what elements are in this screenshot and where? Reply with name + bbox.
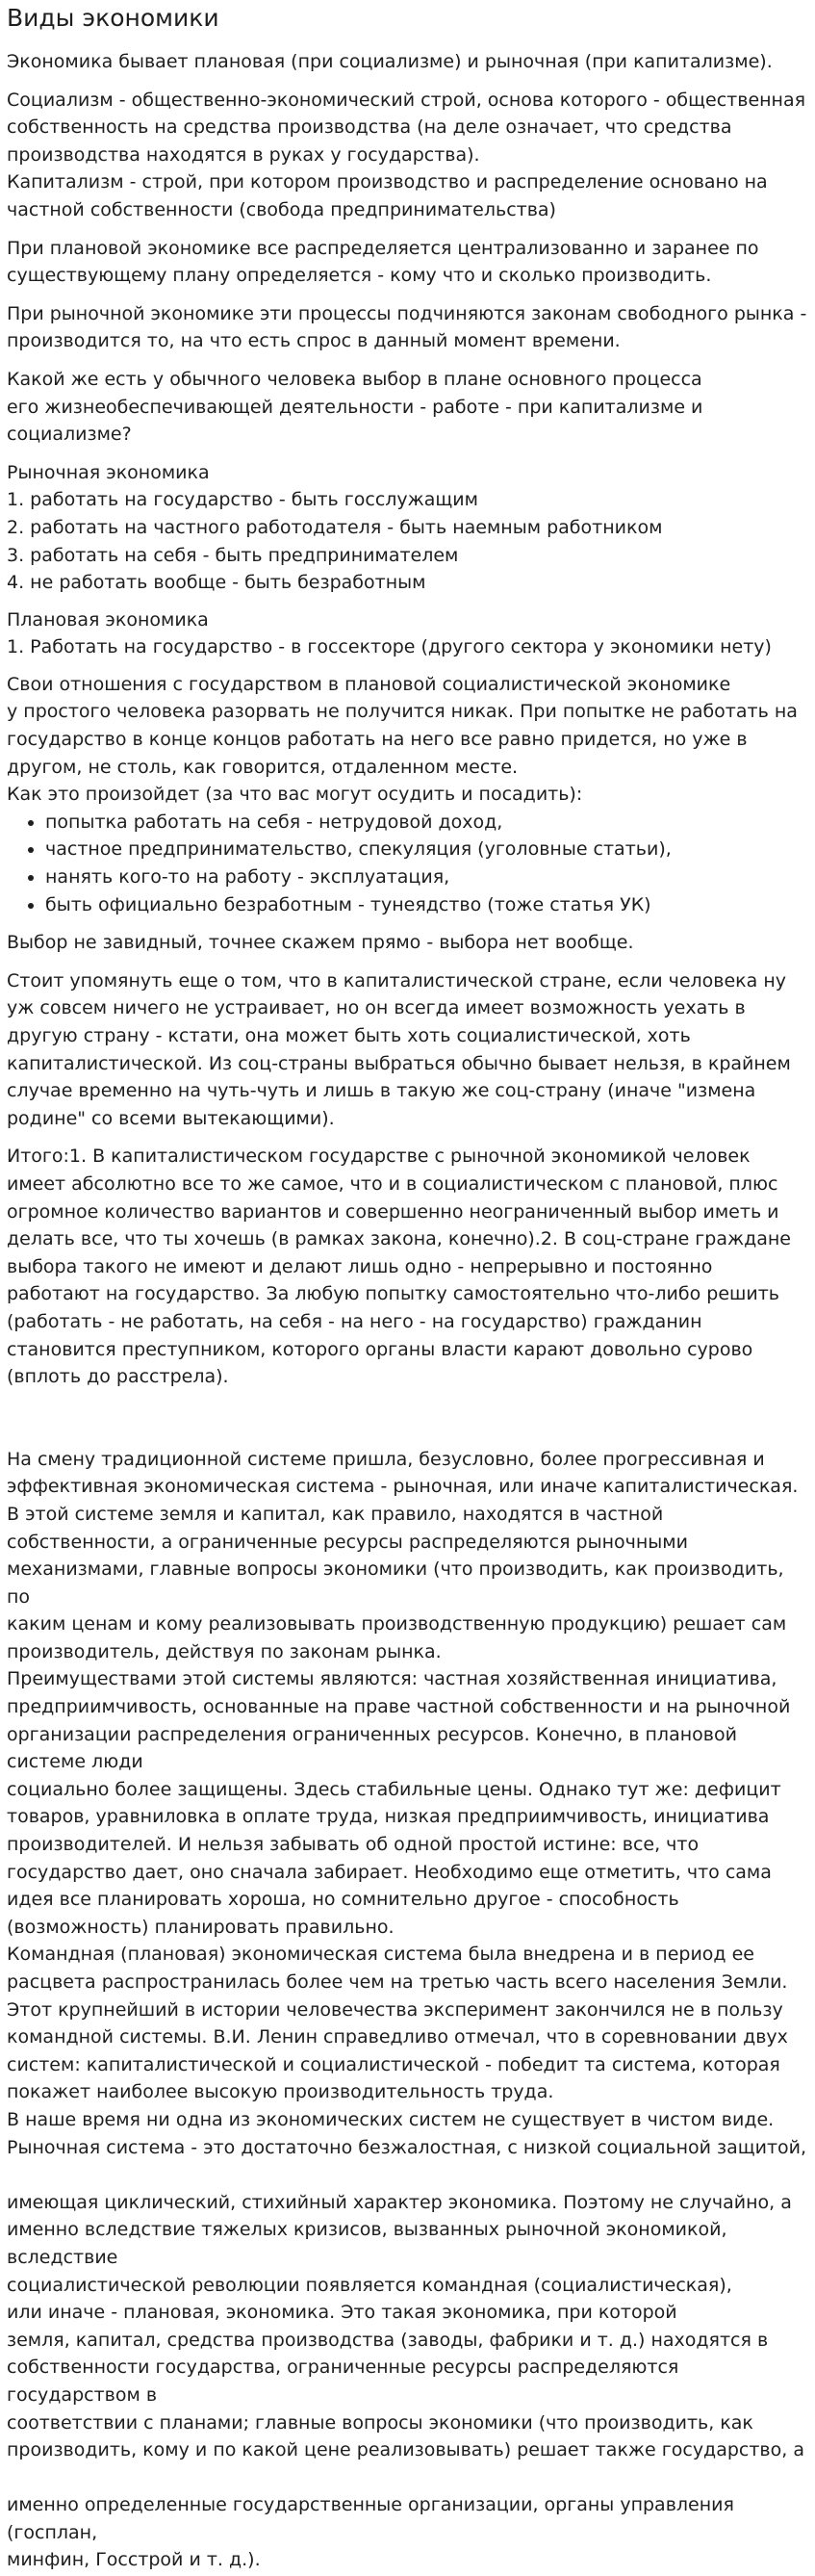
market-choices-heading: Рыночная экономика <box>7 461 210 483</box>
essay-blank-line <box>7 2464 809 2492</box>
essay-line: Рыночная система - это достаточно безжалостная, с низкой социальной защитой, <box>7 2136 807 2158</box>
market-choice-item: 4. не работать вообще - быть безработным <box>7 572 426 594</box>
essay-line: социально более защищены. Здесь стабильные цены. Однако тут же: дефицит товаров, уравниловка в оплате труда, низкая предприимчивость, инициатива производителей. И нельзя забывать об одной простой истине: все, что государство дает, оно сначала забирает. Необходимо еще отметить, что сама идея все планировать хороша, но сомнительно другое - способность (возможность) планировать правильно. <box>7 1778 781 1938</box>
offense-item: • быть официально безработным - тунеядство (тоже статья УК) <box>45 891 809 919</box>
essay-line: минфин, Госстрой и т. д.). <box>7 2549 261 2571</box>
question-paragraph <box>7 366 809 449</box>
essay-line: земля, капитал, средства производства (заводы, фабрики и т. д.) находятся в собственности государства, ограниченные ресурсы распределяются государством в <box>7 2329 769 2406</box>
offenses-list <box>7 809 809 918</box>
offense-item: • попытка работать на себя - нетрудовой доход, <box>45 809 809 837</box>
offense-item: • нанять кого-то на работу - эксплуатация, <box>45 863 809 891</box>
relations-paragraph <box>7 671 809 809</box>
intro-paragraph: Экономика бывает плановая (при социализме) и рыночная (при капитализме). <box>7 51 773 72</box>
essay-line: Преимуществами этой системы являются: частная хозяйственная инициатива, предприимчивость, основанные на праве частной собственности и на рыночной организации распределения ограниченных ресурсов. Конечно, в плановой системе люди <box>7 1668 791 1773</box>
question-line: Какой же есть у обычного человека выбор в плане основного процесса <box>7 368 702 390</box>
essay-section <box>7 1446 809 2574</box>
essay-line: На смену традиционной системе пришла, безусловно, более прогрессивная и эффективная экономическая система - рыночная, или иначе капиталистическая. В этой системе земля и капитал, как правило, находятся в частной собственности, а ограниченные ресурсы распределяются рыночными механизмами, главные вопросы экономики (что производить, как производить, по <box>7 1448 799 1608</box>
essay-blank-line <box>7 2161 809 2189</box>
market-choice-item: 2. работать на частного работодателя - быть наемным работником <box>7 516 663 538</box>
essay-line: соответствии с планами; главные вопросы экономики (что производить, как производить, кому и по какой цене реализовывать) решает также государство, а <box>7 2411 804 2461</box>
spacer <box>7 1402 809 1446</box>
page-title: Виды экономики <box>7 4 219 32</box>
socialism-definition: Социализм - общественно-экономический строй, основа которого - общественная собственность на средства производства (на деле означает, что средства производства находятся в руках у государства). <box>7 89 806 166</box>
planned-choices <box>7 606 809 661</box>
essay-line: каким ценам и кому реализовывать производственную продукцию) решает сам производитель, действуя по законам рынка. <box>7 1613 787 1662</box>
question-line: его жизнеобеспечивающей деятельности - работе - при капитализме и социализме? <box>7 396 703 446</box>
essay-line: имеющая циклический, стихийный характер экономика. Поэтому не случайно, а именно вследствие тяжелых кризисов, вызванных рыночной экономикой, вследствие <box>7 2191 792 2268</box>
no-choice-paragraph: Выбор не завидный, точнее скажем прямо - выбора нет вообще. <box>7 932 634 954</box>
market-choice-item: 1. работать на государство - быть госслужащим <box>7 489 478 511</box>
capitalism-definition: Капитализм - строй, при котором производство и распределение основано на частной собственности (свобода предпринимательства) <box>7 171 768 220</box>
essay-line: или иначе - плановая, экономика. Это такая экономика, при которой <box>7 2302 677 2324</box>
market-choice-item: 3. работать на себя - быть предпринимателем <box>7 544 459 566</box>
planned-choices-heading: Плановая экономика <box>7 608 209 631</box>
planned-economy-paragraph: При плановой экономике все распределяется централизованно и заранее по существующему плану определяется - кому что и сколько производить. <box>7 237 759 287</box>
definitions-paragraph <box>7 87 809 224</box>
relations-line: у простого человека разорвать не получится никак. При попытке не работать на государство в конце концов работать на него все равно придется, но уже в другом, не столь, как говорится, отдаленном месте. <box>7 701 798 778</box>
relations-line: Как это произойдет (за что вас могут осудить и посадить): <box>7 784 583 806</box>
emigration-paragraph: Стоит упомянуть еще о том, что в капиталистической стране, если человека ну уж совсем ничего не устраивает, но он всегда имеет возможность уехать в другую страну - кстати, она может быть хоть социалистической, хоть капиталистической. Из соц-страны выбраться обычно бывает нельзя, в крайнем случае временно на чуть-чуть и лишь в такую же соц-страну (иначе "измена родине" со всеми вытекающими). <box>7 969 791 1129</box>
essay-line: именно определенные государственные организации, органы управления (госплан, <box>7 2494 734 2543</box>
offense-item: • частное предпринимательство, спекуляция (уголовные статьи), <box>45 836 809 863</box>
essay-line: социалистической революции появляется командная (социалистическая), <box>7 2274 732 2296</box>
essay-line: Командная (плановая) экономическая система была внедрена и в период ее расцвета распространилась более чем на третью часть всего населения Земли. Этот крупнейший в истории человечества эксперимент закончился не в пользу командной системы. В.И. Ленин справедливо отмечал, что в соревновании двух систем: капиталистической и социалистической - победит та система, которая покажет наиболее высокую производительность труда. <box>7 1944 788 2103</box>
planned-choice-item: 1. Работать на государство - в госсекторе (другого сектора у экономики нету) <box>7 636 772 658</box>
relations-line: Свои отношения с государством в плановой социалистической экономике <box>7 673 731 695</box>
summary-paragraph: Итого:1. В капиталистическом государстве с рыночной экономикой человек имеет абсолютно все то же самое, что и в социалистическом с плановой, плюс огромное количество вариантов и совершенно неограниченный выбор иметь и делать все, что ты хочешь (в рамках закона, конечно).2. В соц-стране граждане выбора такого не имеют и делают лишь одно - непрерывно и постоянно работают на государство. За любую попытку самостоятельно что-либо решить (работать - не работать, на себя - на него - на государство) гражданин становится преступником, которого органы власти карают довольно сурово (вплоть до расстрела). <box>7 1146 791 1388</box>
market-choices <box>7 459 809 597</box>
essay-line: В наше время ни одна из экономических систем не существует в чистом виде. <box>7 2108 775 2130</box>
market-economy-paragraph: При рыночной экономике эти процессы подчиняются законам свободного рынка - производится то, на что есть спрос в данный момент времени. <box>7 302 807 352</box>
